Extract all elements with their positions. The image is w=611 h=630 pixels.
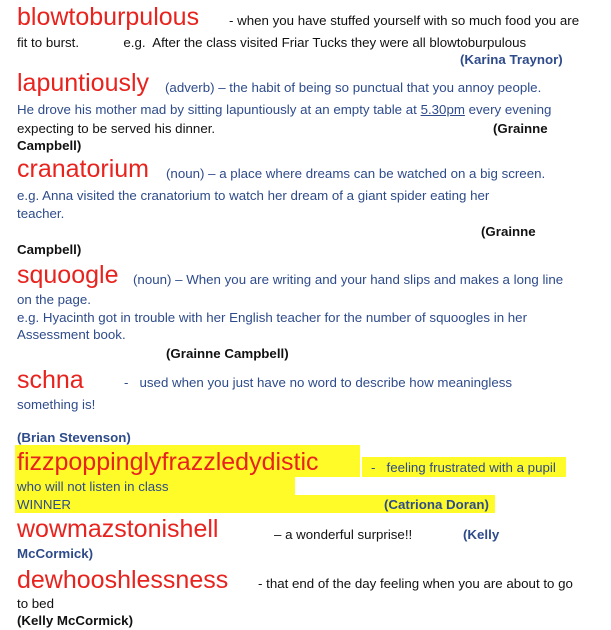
example-line: teacher. <box>17 206 65 221</box>
example-line: expecting to be served his dinner. <box>17 121 216 136</box>
example-line: e.g. Hyacinth got in trouble with her English teacher for the number of squoogles in her <box>17 310 528 325</box>
example-time: 5.30pm <box>420 102 465 117</box>
author-credit: (Grainne Campbell) <box>166 346 289 361</box>
example-line: e.g. Anna visited the cranatorium to watch her dream of a giant spider eating her <box>17 188 490 203</box>
example-text: He drove his mother mad by sitting lapuntiously at an empty table at <box>17 102 417 117</box>
word-wowmazstonishell: wowmazstonishell <box>17 515 219 543</box>
word-squoogle: squoogle <box>17 261 119 289</box>
author-credit: Campbell) <box>17 138 82 153</box>
definition-line: - when you have stuffed yourself with so much food you are <box>229 13 580 28</box>
definition-line: (noun) – When you are writing and your hand slips and makes a long line <box>133 272 564 287</box>
definition-line: to bed <box>17 596 54 611</box>
author-credit: (Karina Traynor) <box>460 52 563 67</box>
winner-label: WINNER <box>17 497 71 512</box>
word-cranatorium: cranatorium <box>17 155 149 183</box>
definition-line: (noun) – a place where dreams can be watched on a big screen. <box>166 166 546 181</box>
word-lapuntiously: lapuntiously <box>17 69 150 97</box>
word-dewhooshlessness: dewhooshlessness <box>17 566 229 594</box>
definition-line: on the page. <box>17 292 91 307</box>
example-text-end: every evening <box>468 102 552 117</box>
author-credit: (Catriona Doran) <box>384 497 489 512</box>
example-line: fit to burst. e.g. After the class visited Friar Tucks they were all blowtoburpulous <box>17 35 527 50</box>
definition-line: – a wonderful surprise!! <box>274 527 413 542</box>
word-fizzpoppinglyfrazzledydistic: fizzpoppinglyfrazzledydistic <box>17 448 319 476</box>
definition-line: - used when you just have no word to describe how meaningless <box>124 375 513 390</box>
example-line <box>17 101 551 118</box>
author-credit: (Brian Stevenson) <box>17 430 131 445</box>
author-credit: (Grainne <box>493 121 548 136</box>
author-credit: Campbell) <box>17 242 82 257</box>
author-credit: (Kelly <box>463 527 500 542</box>
definition-line: (adverb) – the habit of being so punctual that you annoy people. <box>165 80 542 95</box>
example-line: Assessment book. <box>17 327 126 342</box>
word-blowtoburpulous: blowtoburpulous <box>17 3 200 31</box>
author-credit: (Kelly McCormick) <box>17 613 134 628</box>
definition-line: something is! <box>17 397 96 412</box>
definition-line: - feeling frustrated with a pupil <box>371 460 556 475</box>
author-credit: McCormick) <box>17 546 94 561</box>
word-schna: schna <box>17 366 84 394</box>
definition-line: - that end of the day feeling when you are about to go <box>258 576 573 591</box>
author-credit: (Grainne <box>481 224 536 239</box>
definition-line: who will not listen in class <box>17 479 169 494</box>
